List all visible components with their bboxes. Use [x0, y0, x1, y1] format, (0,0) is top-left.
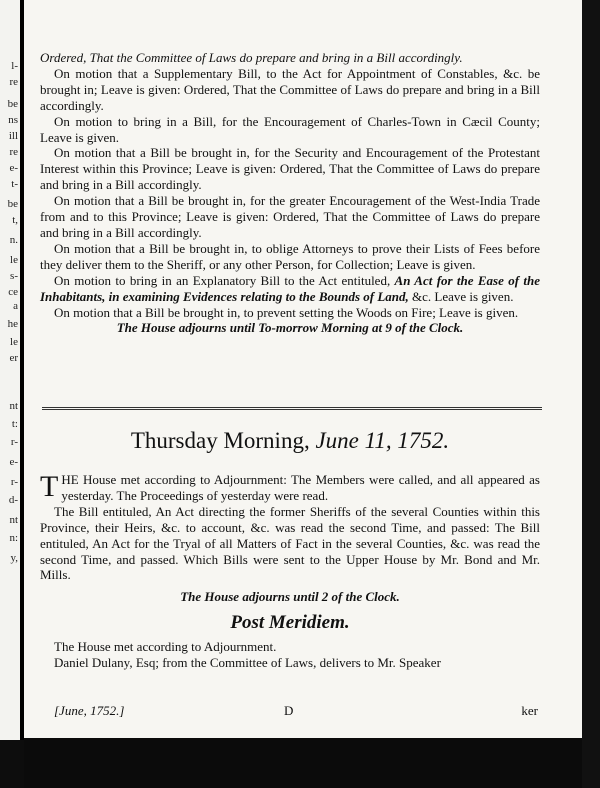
section-divider: [42, 407, 542, 410]
paragraph: On motion that a Bill be brought in, to prevent setting the Woods on Fire; Leave is given.: [54, 304, 519, 320]
paragraph: [40, 273, 540, 305]
text-run: &c. was read the second Time, and passed. Which Bills were sent to the Upper House by Mr. Bond and Mr. Mills.: [40, 535, 540, 583]
drop-cap: T: [40, 470, 59, 503]
margin-fragment: le: [10, 254, 18, 266]
heading-day: Thursday Morning,: [130, 428, 310, 453]
margin-fragment: t-: [11, 178, 18, 190]
paragraph: The House met according to Adjournment.: [54, 639, 277, 655]
margin-fragment: e-: [9, 162, 18, 174]
act-title: An Act for the Tryal of all Matters of Fact in the several Counties,: [92, 535, 447, 551]
signature-mark: D: [284, 703, 294, 718]
text-run: HE House met according to Adjournment: The Members were called, and all appeared as yesterday. The Proceedings of yesterday were read.: [61, 472, 540, 503]
act-title: An Act directing the former Sheriffs of the several Counties within this Province, their Heirs,: [40, 503, 540, 535]
adjournment-note: The House adjourns until 2 of the Clock.: [180, 589, 400, 605]
text-run: &c. to account, &c. was read the second Time, and passed: The Bill entituled,: [40, 519, 540, 551]
margin-fragment: er: [9, 352, 18, 364]
post-meridiem-heading: Post Meridiem.: [230, 612, 350, 634]
text-run: The Bill entituled,: [54, 503, 156, 519]
margin-fragment: nt: [9, 514, 18, 526]
paragraph: On motion that a Bill be brought in, to oblige Attorneys to prove their Lists of Fees before they deliver them to the Sheriff, or any other Person, for Collection; Leave is given.: [40, 240, 540, 272]
text-run: On motion to bring in an Explanatory Bill to the Act entituled,: [54, 272, 395, 288]
margin-fragment: t:: [11, 418, 18, 430]
proceedings-upper: [40, 50, 540, 336]
margin-fragment: he: [7, 318, 18, 330]
paragraph: Ordered, That the Committee of Laws do prepare and bring in a Bill accordingly.: [40, 50, 463, 65]
act-title: An Act for the Ease of the Inhabitants, in examining Evidences relating to the Bounds of Land,: [40, 272, 540, 304]
margin-fragment: n.: [9, 234, 18, 246]
adjournment-note: The House adjourns until To-morrow Morning at 9 of the Clock.: [116, 320, 464, 336]
margin-fragment: a: [13, 300, 18, 312]
margin-fragment: ill: [8, 130, 18, 142]
margin-fragment: ns: [8, 114, 18, 126]
catchword: ker: [521, 703, 538, 718]
paragraph: On motion that a Supplementary Bill, to the Act for Appointment of Constables, &c. be brought in; Leave is given: Ordered, That the Committee of Laws do prepare and bring in a Bill accordingly.: [40, 65, 540, 113]
margin-fragment: l-: [11, 60, 18, 72]
margin-fragment: r-: [10, 476, 18, 488]
paragraph: On motion to bring in a Bill, for the Encouragement of Charles-Town in Cæcil County; Leave is given.: [40, 113, 540, 145]
page-edge-shadow: [582, 0, 600, 788]
document-page: [24, 0, 582, 738]
paragraph: [40, 504, 540, 584]
paragraph: [40, 472, 540, 504]
proceedings-lower: [40, 472, 540, 671]
bottom-shadow: [24, 738, 582, 788]
margin-fragment: e-: [9, 456, 18, 468]
margin-fragment: n:: [9, 532, 18, 544]
margin-fragment: d-: [8, 494, 18, 506]
margin-fragment: y,: [10, 552, 18, 564]
paragraph: On motion that a Bill be brought in, for the Security and Encouragement of the Protestant Interest within this Province; Leave is given: Ordered, That the Committee of Laws do prepare and bring in a Bill accordingly.: [40, 145, 540, 193]
paragraph: Daniel Dulany, Esq; from the Committee of Laws, delivers to Mr. Speaker: [54, 655, 441, 671]
margin-fragment: re: [9, 76, 18, 88]
paragraph: On motion that a Bill be brought in, for the greater Encouragement of the West-India Trade from and to this Province; Leave is given: Ordered, That the Committee of Laws do prepare and bring in a Bill accordingly.: [40, 193, 540, 240]
margin-fragment: be: [7, 98, 18, 110]
margin-fragment: be: [7, 198, 18, 210]
text-run: &c. Leave is given.: [408, 288, 514, 304]
margin-fragment: nt: [9, 400, 18, 412]
margin-fragment: r-: [10, 436, 18, 448]
page-footer: [54, 703, 538, 719]
margin-fragment: ce: [8, 286, 18, 298]
margin-fragment: t,: [12, 214, 18, 226]
footer-date: [June, 1752.]: [54, 703, 125, 718]
margin-fragment: le: [10, 336, 18, 348]
heading-date: June 11, 1752.: [315, 428, 450, 453]
margin-fragment: re: [9, 146, 18, 158]
facing-page-margin: [0, 0, 20, 740]
session-heading: [40, 428, 540, 454]
margin-fragment: s-: [10, 270, 18, 282]
